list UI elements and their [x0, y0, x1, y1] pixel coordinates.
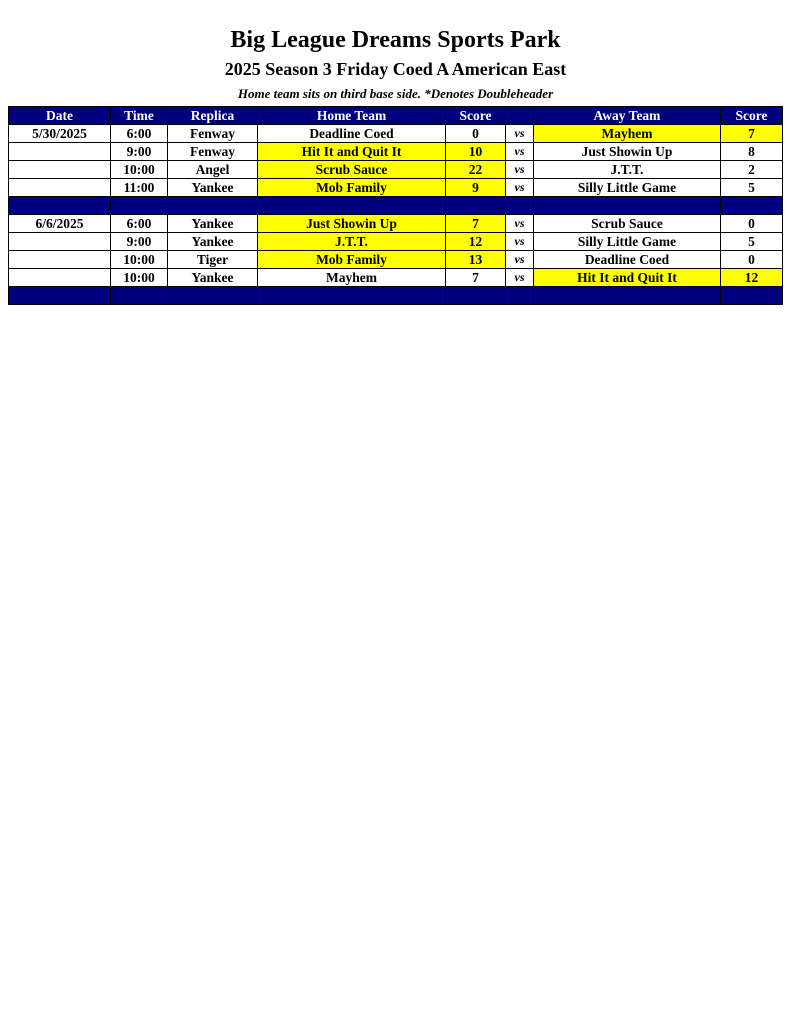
table-row — [9, 125, 783, 143]
home-team: Mayhem — [258, 269, 446, 287]
schedule-table — [8, 106, 783, 305]
away-team: J.T.T. — [534, 161, 721, 179]
vs-label: vs — [506, 161, 534, 179]
home-score: 22 — [446, 161, 506, 179]
home-team: Just Showin Up — [258, 215, 446, 233]
vs-label: vs — [506, 251, 534, 269]
col-header-home-score: Score — [446, 107, 506, 125]
home-team: Mob Family — [258, 179, 446, 197]
home-score: 7 — [446, 269, 506, 287]
separator-cell — [534, 287, 721, 305]
away-score: 2 — [721, 161, 783, 179]
game-replica: Tiger — [168, 251, 258, 269]
away-score: 0 — [721, 215, 783, 233]
game-replica: Angel — [168, 161, 258, 179]
col-header-vs — [506, 107, 534, 125]
away-score: 7 — [721, 125, 783, 143]
game-time: 11:00 — [111, 179, 168, 197]
col-header-time: Time — [111, 107, 168, 125]
col-header-away-team: Away Team — [534, 107, 721, 125]
home-team: Deadline Coed — [258, 125, 446, 143]
away-score: 0 — [721, 251, 783, 269]
home-team: Scrub Sauce — [258, 161, 446, 179]
home-score: 9 — [446, 179, 506, 197]
home-score: 10 — [446, 143, 506, 161]
game-date — [9, 179, 111, 197]
away-team: Silly Little Game — [534, 233, 721, 251]
game-date: 5/30/2025 — [9, 125, 111, 143]
home-team: J.T.T. — [258, 233, 446, 251]
game-date — [9, 143, 111, 161]
vs-label: vs — [506, 179, 534, 197]
away-score: 12 — [721, 269, 783, 287]
separator-cell — [111, 197, 168, 215]
table-row — [9, 233, 783, 251]
away-team: Mayhem — [534, 125, 721, 143]
game-time: 9:00 — [111, 233, 168, 251]
home-score: 0 — [446, 125, 506, 143]
home-team: Mob Family — [258, 251, 446, 269]
game-replica: Yankee — [168, 233, 258, 251]
table-row — [9, 251, 783, 269]
separator-cell — [446, 287, 506, 305]
home-team: Hit It and Quit It — [258, 143, 446, 161]
home-score: 13 — [446, 251, 506, 269]
col-header-away-score: Score — [721, 107, 783, 125]
table-row — [9, 179, 783, 197]
page-title: Big League Dreams Sports Park — [230, 27, 561, 53]
home-score: 7 — [446, 215, 506, 233]
home-score: 12 — [446, 233, 506, 251]
game-replica: Yankee — [168, 179, 258, 197]
game-date — [9, 251, 111, 269]
schedule-body — [9, 125, 783, 305]
vs-label: vs — [506, 143, 534, 161]
game-time: 9:00 — [111, 143, 168, 161]
game-time: 6:00 — [111, 215, 168, 233]
game-replica: Yankee — [168, 269, 258, 287]
vs-label: vs — [506, 233, 534, 251]
col-header-home-team: Home Team — [258, 107, 446, 125]
separator-cell — [534, 197, 721, 215]
separator-cell — [721, 287, 783, 305]
game-time: 10:00 — [111, 161, 168, 179]
week-separator-row — [9, 287, 783, 305]
separator-cell — [9, 197, 111, 215]
away-team: Scrub Sauce — [534, 215, 721, 233]
game-time: 10:00 — [111, 251, 168, 269]
away-team: Just Showin Up — [534, 143, 721, 161]
game-replica: Fenway — [168, 143, 258, 161]
separator-cell — [721, 197, 783, 215]
page-subtitle: 2025 Season 3 Friday Coed A American East — [224, 59, 567, 79]
away-score: 8 — [721, 143, 783, 161]
separator-cell — [111, 287, 168, 305]
game-date — [9, 233, 111, 251]
separator-cell — [446, 197, 506, 215]
game-replica: Yankee — [168, 215, 258, 233]
table-row — [9, 161, 783, 179]
game-date — [9, 269, 111, 287]
separator-cell — [168, 287, 258, 305]
table-row — [9, 269, 783, 287]
vs-label: vs — [506, 269, 534, 287]
away-score: 5 — [721, 179, 783, 197]
table-row — [9, 215, 783, 233]
away-score: 5 — [721, 233, 783, 251]
game-date — [9, 161, 111, 179]
separator-cell — [506, 197, 534, 215]
separator-cell — [506, 287, 534, 305]
week-separator-row — [9, 197, 783, 215]
separator-cell — [258, 197, 446, 215]
page-note: Home team sits on third base side. *Denotes Doubleheader — [237, 86, 554, 101]
separator-cell — [168, 197, 258, 215]
col-header-date: Date — [9, 107, 111, 125]
game-date: 6/6/2025 — [9, 215, 111, 233]
table-header-row — [9, 107, 783, 125]
away-team: Silly Little Game — [534, 179, 721, 197]
table-row — [9, 143, 783, 161]
away-team: Deadline Coed — [534, 251, 721, 269]
vs-label: vs — [506, 215, 534, 233]
game-time: 6:00 — [111, 125, 168, 143]
vs-label: vs — [506, 125, 534, 143]
away-team: Hit It and Quit It — [534, 269, 721, 287]
separator-cell — [9, 287, 111, 305]
game-time: 10:00 — [111, 269, 168, 287]
separator-cell — [258, 287, 446, 305]
col-header-replica: Replica — [168, 107, 258, 125]
game-replica: Fenway — [168, 125, 258, 143]
